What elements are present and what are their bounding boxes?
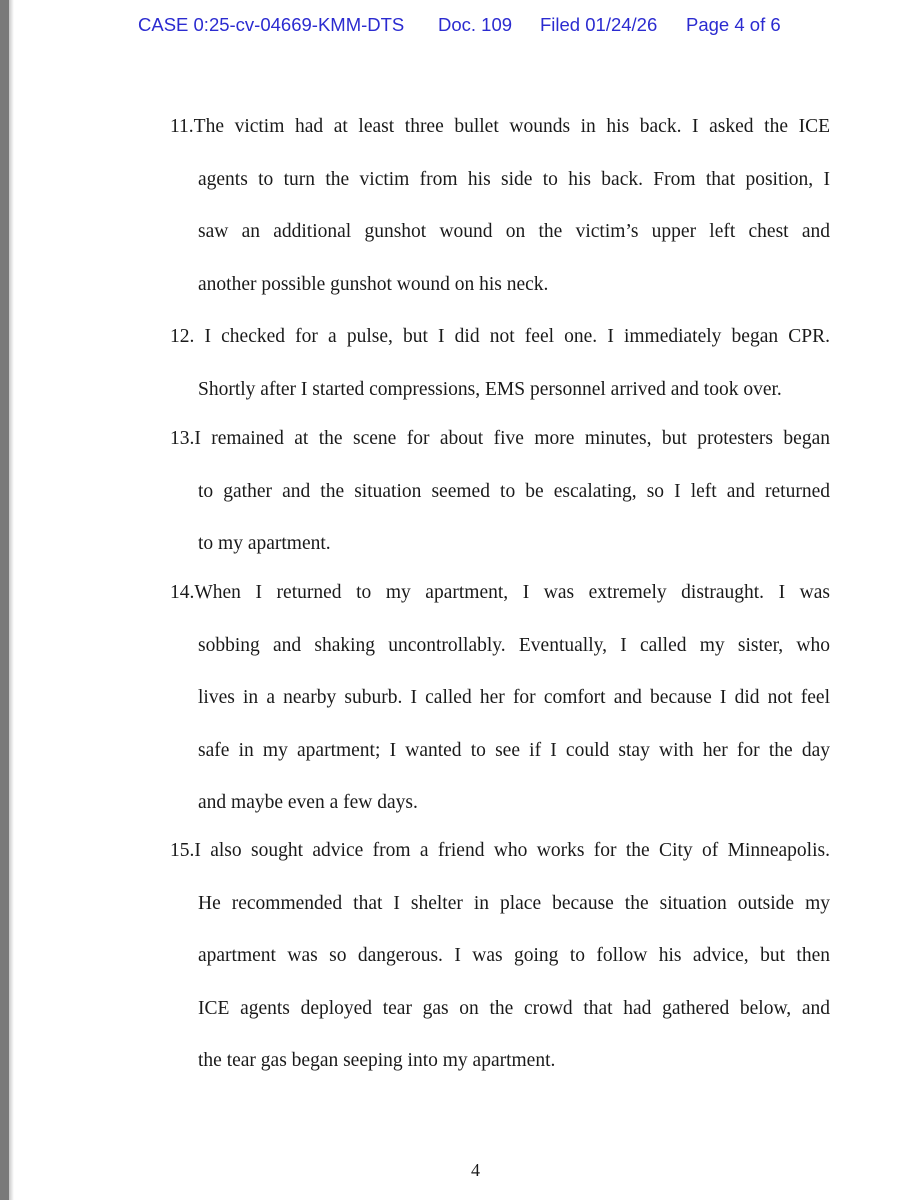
paragraph-line: 13.I remained at the scene for about five more minutes, but protesters began: [170, 428, 830, 449]
ecf-header: [0, 14, 905, 40]
paragraph-line: 12. I checked for a pulse, but I did not feel one. I immediately began CPR.: [170, 326, 830, 347]
header-page-count: Page 4 of 6: [686, 14, 781, 35]
scan-edge-gradient: [9, 0, 14, 1200]
paragraph-line: 14.When I returned to my apartment, I was extremely distraught. I was: [170, 582, 830, 603]
header-doc-number: Doc. 109: [438, 14, 513, 35]
paragraph-14: [170, 567, 830, 830]
paragraph-line: Shortly after I started compressions, EMS personnel arrived and took over.: [198, 378, 782, 400]
paragraph-line: He recommended that I shelter in place because the situation outside my: [198, 892, 830, 914]
scan-edge-shadow: [0, 0, 9, 1200]
paragraph-line: safe in my apartment; I wanted to see if I could stay with her for the day: [198, 739, 830, 761]
paragraph-line: to my apartment.: [198, 533, 331, 554]
paragraph-line: agents to turn the victim from his side to his back. From that position, I: [198, 168, 830, 190]
paragraph-line: to gather and the situation seemed to be escalating, so I left and returned: [198, 480, 830, 502]
paragraph-line: ICE agents deployed tear gas on the crowd that had gathered below, and: [198, 997, 830, 1019]
paragraph-15: [170, 825, 830, 1088]
paragraph-13: [170, 413, 830, 571]
paragraph-line: saw an additional gunshot wound on the victim’s upper left chest and: [198, 221, 830, 242]
paragraph-line: apartment was so dangerous. I was going to follow his advice, but then: [198, 945, 830, 966]
page-number: 4: [471, 1160, 480, 1180]
paragraph-line: sobbing and shaking uncontrollably. Eventually, I called my sister, who: [198, 634, 830, 656]
header-filed-date: Filed 01/24/26: [540, 14, 658, 35]
paragraph-line: the tear gas began seeping into my apartment.: [198, 1050, 556, 1071]
paragraph-line: and maybe even a few days.: [198, 792, 418, 813]
paragraph-11: [170, 101, 830, 311]
header-case-number: CASE 0:25-cv-04669-KMM-DTS: [138, 14, 405, 35]
paragraph-line: another possible gunshot wound on his neck.: [198, 273, 549, 295]
paragraph-line: 11.The victim had at least three bullet wounds in his back. I asked the ICE: [170, 116, 830, 137]
paragraph-12: [170, 311, 830, 416]
paragraph-line: 15.I also sought advice from a friend who works for the City of Minneapolis.: [170, 840, 830, 861]
paragraph-line: lives in a nearby suburb. I called her for comfort and because I did not feel: [198, 687, 830, 708]
